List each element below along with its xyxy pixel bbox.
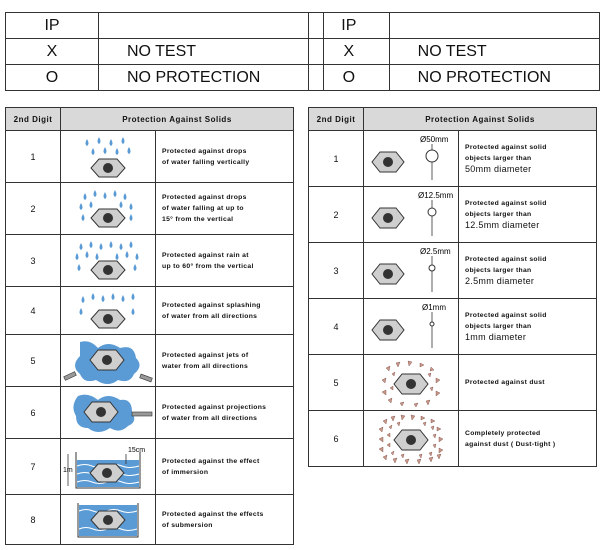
table-row: 6 Completely protected against dust ( Dust-tight ) [309,411,597,467]
legend-value: NO PROTECTION [99,65,324,91]
digit-cell: 5 [6,335,61,387]
table-row: 4 Protected against splashing of water from all directions [6,287,294,335]
solid-object-1mm-icon [366,302,456,352]
submersion-icon [68,499,148,541]
legend-value: NO TEST [99,39,324,65]
size-label: Ø2.5mm [420,246,451,256]
legend-key: X [309,39,390,65]
rain-spray-icon [73,239,143,283]
table-row: 5 Protected against jets of water from all directions [6,335,294,387]
table-row: 2 Protected against drops of water falling at up to 15° from the vertical [6,183,294,235]
digit-cell: 7 [6,439,61,495]
digit-cell: 6 [309,411,364,467]
table-row: 1 Ø50mm Protected against solid objects larger than 50mm diameter [309,131,597,187]
size-label: Ø12.5mm [418,190,454,200]
table-row: 5 Protected against dust [309,355,597,411]
legend-key: O [309,65,390,91]
solid-object-2mm-icon [366,246,456,296]
legend-value: NO PROTECTION [389,65,599,91]
water-jets-icon [62,338,154,384]
size-label: Ø50mm [420,134,449,144]
legend-key: O [6,65,99,91]
water-drops-vertical-icon [73,135,143,179]
digit-cell: 5 [309,355,364,411]
digit-cell: 2 [309,187,364,243]
dust-tight-icon [375,413,447,465]
digit-cell: 3 [6,235,61,287]
table-row: 8 Protected against the effects of submersion [6,495,294,545]
table-row: 3 Protected against rain at up to 60° from the vertical [6,235,294,287]
digit-cell: 2 [6,183,61,235]
digit-cell: 1 [309,131,364,187]
digit-cell: 1 [6,131,61,183]
digit-cell: 4 [309,299,364,355]
solid-object-50mm-icon [366,134,456,184]
solids-protection-table [308,107,597,467]
legend-key: X [6,39,99,65]
digit-cell: 6 [6,387,61,439]
table-row: 7 1m 15cm Protected against the effect of immersion [6,439,294,495]
digit-cell: 4 [6,287,61,335]
water-protection-table [5,107,294,545]
water-drops-15-degree-icon [73,187,143,231]
legend-header: IP [6,13,99,39]
water-splash-icon [73,290,143,332]
digit-cell: 8 [6,495,61,545]
depth-label: 1m [63,466,73,474]
table-row: 3 Ø2.5mm Protected against solid objects larger than 2.5mm diameter [309,243,597,299]
legend-value: NO TEST [389,39,599,65]
table-row: 2 Ø12.5mm Protected against solid objects larger than 12.5mm diameter [309,187,597,243]
protection-header: Protection Against Solids [364,108,597,131]
protection-header: Protection Against Solids [61,108,294,131]
table-row: 6 Protected against projections of water from all directions [6,387,294,439]
dust-protected-icon [376,358,446,408]
top-depth-label: 15cm [128,446,146,454]
size-label: Ø1mm [422,302,446,312]
table-row: 4 Ø1mm Protected against solid objects larger than 1mm diameter [309,299,597,355]
legend-header: IP [309,13,390,39]
solid-object-12mm-icon [366,190,456,240]
powerful-water-jet-icon [62,390,154,436]
table-row: 1 Protected against drops of water falling vertically [6,131,294,183]
digit-header: 2nd Digit [309,108,364,131]
right-legend-table [308,12,600,91]
left-legend-table [5,12,324,91]
digit-header: 2nd Digit [6,108,61,131]
digit-cell: 3 [309,243,364,299]
immersion-icon [62,442,154,492]
